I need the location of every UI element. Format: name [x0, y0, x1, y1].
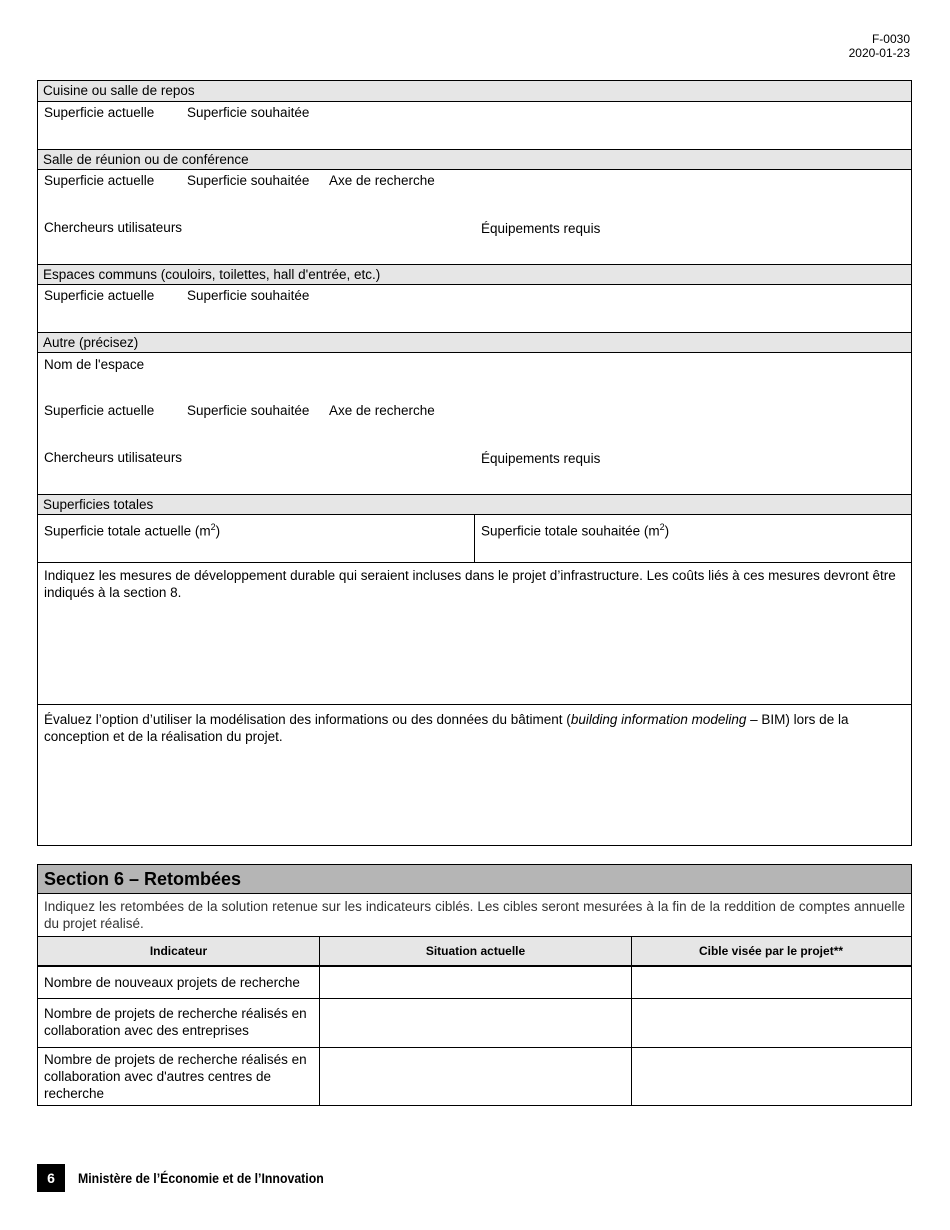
section-6-impacts	[37, 864, 912, 1106]
meeting-researchers-label: Chercheurs utilisateurs	[44, 220, 183, 235]
table-row	[38, 999, 911, 1048]
total-desired-area-label: Superficie totale souhaitée $(m^2)$	[481, 522, 670, 539]
ministry-name: Ministère de l’Économie et de l’Innovation	[78, 1170, 324, 1186]
indicator-cell: Nombre de projets de recherche réalisés en collaboration avec d'autres centres de recherche	[44, 1052, 307, 1101]
space-requirements-table	[37, 80, 912, 846]
other-space-name-label: Nom de l'espace	[44, 357, 145, 372]
totals-divider	[474, 515, 475, 562]
meeting-current-area-label: Superficie actuelle	[44, 173, 155, 188]
kitchen-current-area-label: Superficie actuelle	[44, 105, 155, 120]
common-current-area-label: Superficie actuelle	[44, 288, 155, 303]
section-header-totals: Superficies totales	[38, 494, 911, 515]
total-current-area-label: Superficie totale actuelle $(m^2)$	[44, 522, 221, 539]
page-number: 6	[37, 1164, 65, 1192]
meeting-research-axis-label: Axe de recherche	[329, 173, 435, 188]
column-header-current-situation: Situation actuelle	[425, 944, 526, 958]
form-code	[849, 32, 910, 60]
section-header-kitchen: Cuisine ou salle de repos	[38, 81, 911, 102]
divider	[38, 704, 911, 705]
meeting-desired-area-label: Superficie souhaitée	[187, 173, 310, 188]
table-row	[38, 967, 911, 999]
indicator-cell: Nombre de nouveaux projets de recherche	[44, 975, 300, 990]
column-divider	[319, 936, 320, 1105]
form-date: 2020-01-23	[848, 46, 910, 60]
other-current-area-label: Superficie actuelle	[44, 403, 155, 418]
divider	[38, 562, 911, 563]
common-desired-area-label: Superficie souhaitée	[187, 288, 310, 303]
kitchen-desired-area-label: Superficie souhaitée	[187, 105, 310, 120]
bim-prompt: Évaluez l’option d’utiliser la modélisation des informations ou des données du bâtiment (building information modeling – BIM) lors de la conception et de la réalisation du projet.	[44, 712, 849, 744]
section-header-other: Autre (précisez)	[38, 332, 911, 353]
section-header-common-spaces: Espaces communs (couloirs, toilettes, hall d'entrée, etc.)	[38, 264, 911, 285]
other-researchers-label: Chercheurs utilisateurs	[44, 450, 183, 465]
column-divider	[631, 936, 632, 1105]
other-equipment-label: Équipements requis	[481, 451, 601, 466]
other-research-axis-label: Axe de recherche	[329, 403, 435, 418]
other-desired-area-label: Superficie souhaitée	[187, 403, 310, 418]
column-header-target: Cible visée par le projet**	[698, 944, 844, 958]
column-header-indicator: Indicateur	[149, 944, 208, 958]
section-6-title: Section 6 – Retombées	[38, 865, 911, 894]
section-6-description: Indiquez les retombées de la solution retenue sur les indicateurs ciblés. Les cibles seront mesurées à la fin de la reddition de comptes annuelle du projet réalisé.	[44, 899, 905, 931]
sustainable-development-prompt: Indiquez les mesures de développement durable qui seraient incluses dans le projet d’infrastructure. Les coûts liés à ces mesures devront être indiqués à la section 8.	[44, 568, 896, 600]
meeting-equipment-label: Équipements requis	[481, 221, 601, 236]
table-row	[38, 1048, 911, 1105]
form-number: F-0030	[871, 32, 910, 46]
impacts-table-header	[38, 936, 911, 967]
indicator-cell: Nombre de projets de recherche réalisés en collaboration avec des entreprises	[44, 1006, 307, 1038]
section-header-meeting-room: Salle de réunion ou de conférence	[38, 149, 911, 170]
